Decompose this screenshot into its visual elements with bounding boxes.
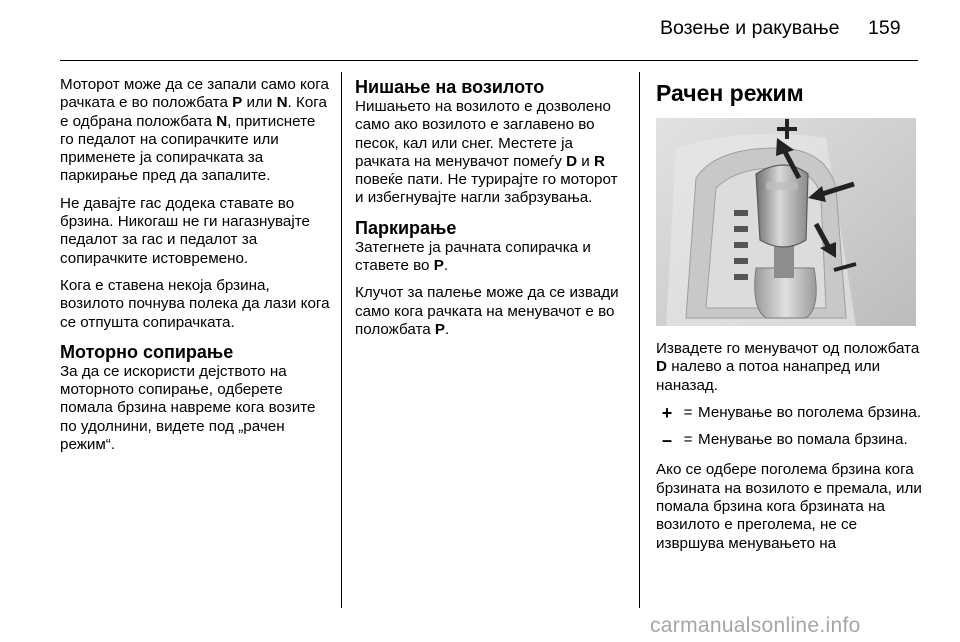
minus-icon: – [661, 430, 672, 451]
paragraph-rocking-vehicle: Нишањето на возилото е дозволено само ако возилото е заглавено во песок, кал или снег. Местете ја рачката на менувачот помеѓу D и R повеќе пати. Не турирајте го моторот и избегнувајте нагли забрзувања. [355, 98, 618, 207]
paragraph-ignition-key: Клучот за палење може да се извади само кога рачката на менувачот е во положбата P. [355, 284, 619, 338]
legend-row-downshift [656, 431, 924, 449]
gear-lever-figure [656, 118, 916, 326]
bold-gear-letter: D [566, 152, 578, 170]
bold-gear-letter: P [232, 94, 243, 112]
column-3 [656, 76, 924, 562]
paragraph-parking: Затегнете ја рачната сопирачка и ставете во P. [355, 238, 591, 275]
paragraph-manual-mode: Извадете го менувачот од положбата D налево а потоа нанапред или наназад. [656, 340, 920, 394]
paragraph-engine-braking: За да се искористи дејството на моторното сопирање, одберете помала брзина навреме кога возите по удолнини, видете под „рачен режим“. [60, 362, 316, 454]
legend-text-upshift: Менување во поголема брзина. [698, 403, 922, 421]
watermark: carmanualsonline.info [650, 614, 861, 637]
bold-gear-letter: N [276, 94, 288, 112]
heading-engine-braking: Моторно сопирање [60, 341, 234, 362]
legend-row-upshift [656, 404, 924, 422]
column-divider-2 [639, 72, 640, 608]
paragraph-engine-start: Моторот може да се запали само кога рачката е во положбата P или N. Кога е одбрана положбата N, притиснете го педалот на сопирачките или применете ја сопирачката за паркирање пред да запалите. [60, 76, 329, 185]
column-2 [355, 76, 627, 348]
bold-gear-letter: N [216, 112, 228, 130]
bold-gear-letter: D [656, 358, 667, 376]
bold-gear-letter: P [434, 320, 446, 338]
heading-parking: Паркирање [355, 217, 457, 238]
equals-sign: = [683, 431, 693, 449]
paragraph-shift-rejected: Ако се одбере поголема брзина кога брзината на возилото е премала, или помала брзина кога брзината на возилото е преголема, не се извршува менувањето на [656, 461, 922, 552]
plus-icon: + [661, 402, 673, 423]
column-1 [60, 76, 332, 463]
equals-sign: = [683, 403, 693, 421]
bold-gear-letter: P [433, 257, 444, 275]
running-header-title: Возење и ракување [660, 17, 840, 39]
bold-gear-letter: R [593, 152, 605, 170]
paragraph-gas-warning: Не давајте гас додека ставате во брзина. Никогаш не ги нагазнувајте педалот за гас и педалот за сопирачките истовремено. [60, 194, 310, 267]
paragraph-creep: Кога е ставена некоја брзина, возилото почнува полека да лази кога се отпушта сопирачката. [60, 276, 330, 331]
column-divider-1 [341, 72, 342, 608]
knob-highlight [766, 182, 798, 190]
section-title-manual-mode: Рачен режим [656, 80, 804, 106]
legend-text-downshift: Менување во помала брзина. [698, 431, 908, 449]
heading-rocking-vehicle: Нишање на возилото [355, 77, 545, 97]
header-rule [60, 60, 918, 61]
page-number: 159 [868, 17, 901, 39]
